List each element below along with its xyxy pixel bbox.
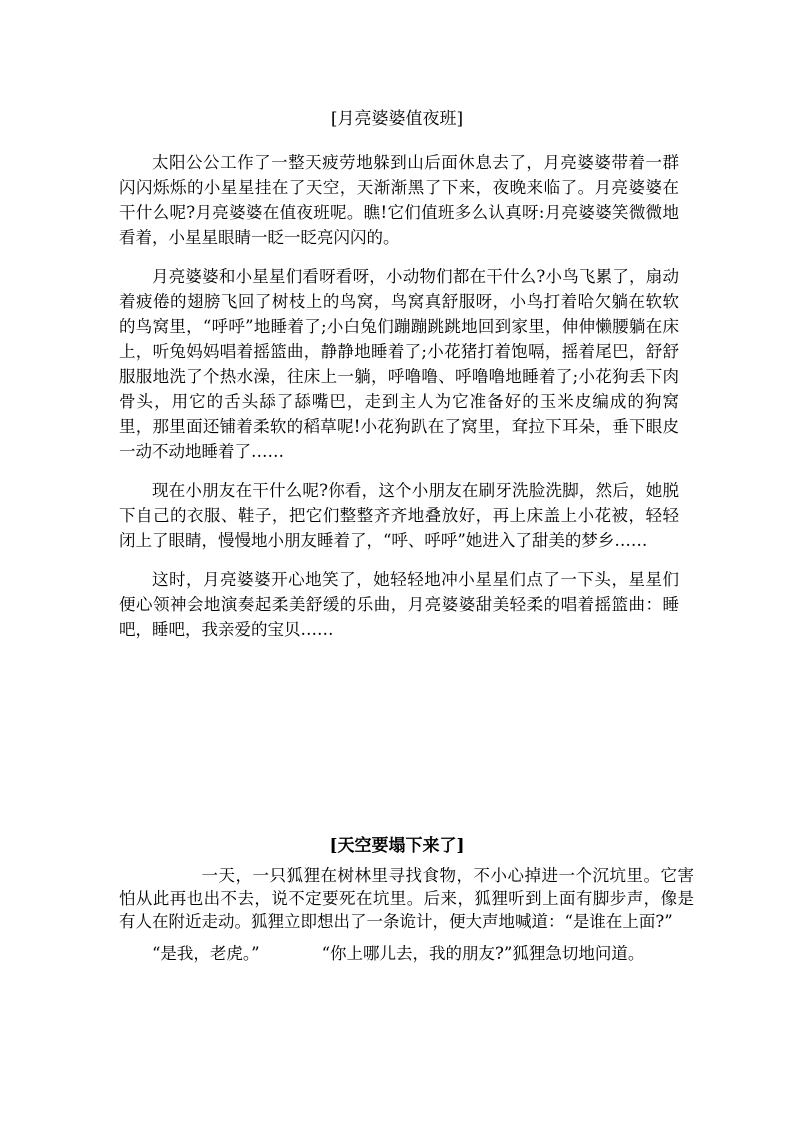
story-body-sky bbox=[119, 864, 694, 974]
paragraph: 太阳公公工作了一整天疲劳地躲到山后面休息去了，月亮婆婆带着一群闪闪烁烁的小星星挂在了天空，天渐渐黑了下来，夜晚来临了。月亮婆婆在干什么呢?月亮婆婆在值夜班呢。瞧!它们值班多么认真呀:月亮婆婆笑微微地看着，小星星眼睛一眨一眨亮闪闪的。 bbox=[119, 153, 679, 247]
paragraph: 现在小朋友在干什么呢?你看，这个小朋友在刷牙洗脸洗脚，然后，她脱下自己的衣服、鞋子，把它们整整齐齐地叠放好，再上床盖上小花被，轻轻闭上了眼睛，慢慢地小朋友睡着了，“呼、呼呼”她进入了甜美的梦乡…… bbox=[119, 481, 679, 550]
dialogue-fox: “你上哪儿去，我的朋友?”狐狸急切地问道。 bbox=[321, 944, 645, 963]
story-body-moon bbox=[119, 150, 679, 656]
dialogue-tiger: “是我，老虎。” bbox=[152, 944, 260, 963]
paragraph: 一天，一只狐狸在树林里寻找食物，不小心掉进一个沉坑里。它害怕从此再也出不去，说不定要死在坑里。后来，狐狸听到上面有脚步声，像是有人在附近走动。狐狸立即想出了一条诡计，便大声地喊道：“是谁在上面?” bbox=[119, 866, 694, 931]
dialogue-paragraph bbox=[119, 942, 694, 965]
story-title-moon: [月亮婆婆值夜班] bbox=[330, 109, 464, 129]
paragraph: 月亮婆婆和小星星们看呀看呀，小动物们都在干什么?小鸟飞累了，扇动着疲倦的翅膀飞回了树枝上的鸟窝，鸟窝真舒服呀，小鸟打着哈欠躺在软软的鸟窝里，“呼呼”地睡着了;小白兔们蹦蹦跳跳地回到家里，伸伸懒腰躺在床上，听兔妈妈唱着摇篮曲，静静地睡着了;小花猪打着饱嗝，摇着尾巴，舒舒服服地洗了个热水澡，往床上一躺，呼噜噜、呼噜噜地睡着了;小花狗丢下肉骨头，用它的舌头舔了舔嘴巴，走到主人为它准备好的玉米皮编成的狗窝里，那里面还铺着柔软的稻草呢!小花狗趴在了窝里，耷拉下耳朵，垂下眼皮一动不动地睡着了…… bbox=[119, 267, 679, 461]
paragraph: 这时，月亮婆婆开心地笑了，她轻轻地冲小星星们点了一下头，星星们便心领神会地演奏起柔美舒缓的乐曲，月亮婆婆甜美轻柔的唱着摇篮曲：睡吧，睡吧，我亲爱的宝贝…… bbox=[119, 570, 679, 639]
story-title-sky: [天空要塌下来了] bbox=[329, 836, 465, 856]
